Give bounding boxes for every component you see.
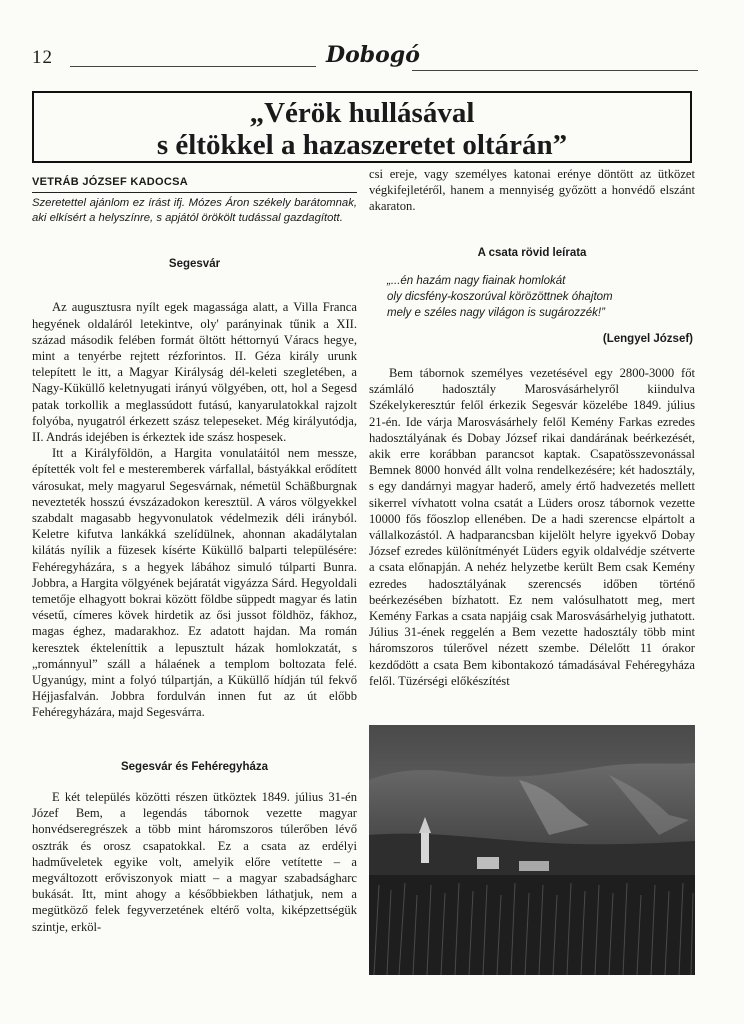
poem-line: „...én hazám nagy fiainak homlokát: [387, 274, 566, 287]
paragraph: Bem tábornok személyes vezetésével egy 2800-3000 főt számláló hadosztály Marosvásárhelyről kiindulva Székelykeresztúr felől érkezik Segesvár közelébe 1849. július 21-én. Ide várja Marosvásárhely felől Kemény Farkas ezredes hadosztályának és Dobay József rikai dandárának beérkezését, akik erre korábban parancsot kaptak. Csapatösszevonással Bemnek 8000 honvéd állt volna rendelkezésére; két hadosztály, s egy dandárnyi magyar haderő, amely értő hadvezetés mellett sikerrel vívhatott volna csatát a Lüders orosz tábornok vezette 10000 fős főoszlop ellenében. De a hadi szerencse elpártolt a vállalkozástól. A hadparancsban kijelölt helyre igyekvő Dobay József ezredes különítményét Lüders egyik oldalvédje szétverte a csata előnapján. A nehéz helyzetbe került Bem csak Kemény ezredes hadosztályának szerencsés időben történő beérkezésében bízhatott. Ez nem valósulhatott meg, mert Kemény Farkas a csata napjáig csak Marosvásárhelyig juthatott. Július 31-ének reggelén a Bem vezette hadosztály több mint háromszoros túlerővel nézett szembe. Délelőtt 11 órakor kezdődött a csata Bem kibontakozó támadásával Fehéregyháza felől. Tüzérségi előkészítést: [369, 366, 695, 688]
poem-line: oly dicsfény-koszorúval körözöttnek óhajtom: [387, 290, 613, 303]
landscape-photo-image: [369, 725, 695, 975]
author-byline: VETRÁB JÓZSEF KADOCSA: [32, 174, 357, 193]
poem-line: mely e széles nagy világon is sugározzék!”: [387, 306, 605, 319]
paragraph: E két település közötti részen ütköztek 1849. július 31-én Józef Bem, a legendás tábornok vezette magyar honvédseregrészek a több mint háromszoros túlerőben lévő osztrák és orosz csapatokkal. Ez a csata az erdélyi hadműveletek egyike volt, amelyik előre vetítette – a megváltozott erőviszonyok miatt – a magyar szabadságharc bukását. Itt, mint ahogy a későbbiekben láthatjuk, nem a megütköző felek fegyverzetének eltérő volta, kiképzettségük szintje, erköl-: [32, 789, 357, 934]
section-heading-segesvar-feheregyhaza: Segesvár és Fehéregyháza: [120, 760, 269, 773]
poem-attribution: (Lengyel József): [602, 332, 693, 345]
dedication: Szeretettel ajánlom ez írást ifj. Mózes Áron székely barátomnak, aki elkísért a helyszínre, s apjától örökölt tudással gazdagított.: [32, 197, 357, 225]
poem-quote: [369, 273, 695, 321]
section-heading-battle: A csata rövid leírata: [477, 246, 587, 259]
page-number: 12: [32, 47, 53, 68]
article-title-line-2: s éltökkel a hazaszeretet oltárán”: [156, 129, 568, 161]
article-title-line-1: „Vérök hullásával: [249, 97, 475, 129]
left-column: [32, 174, 357, 935]
section-heading-segesvar: Segesvár: [168, 258, 221, 271]
publication-title: Dobogó: [326, 42, 420, 68]
header-rule-right: [412, 70, 698, 71]
paragraph: csi ereje, vagy személyes katonai erénye döntött az ütközet végkifejletéről, hanem a mennyiség győzött a honvédő elszánt akaraton.: [369, 167, 695, 214]
paragraph: Itt a Királyföldön, a Hargita vonulatáitól nem messze, építették volt fel e mesteremberek várfallal, bástyákkal erődített városukat, mely magyarul Segesvárnak, németül Schäßburgnak nevezteték hosszú évszázadokon keresztül. A város völgyekkel szabdalt magasabb hegyvonulatok védelmezik déli irányból. Keletre kifutva lankákká szelídülnek, ahonnan akadálytalan kilátás nyílik a füzesek kísérte Küküllő balparti településére: Fehéregyházára, s a hegyek lábához simuló túlparti Bunra. Jobbra, a Hargita völgyének bejáratát vigyázza Sárd. Hegyoldali temetője elhagyott bokrai között földbe süppedt magyar és latin vésetű, címeres kövek hirdetik az ősi jussot földhöz, fákhoz, magas éghez, madarakhoz. Ez adatott hajdan. Ma román keresztek ékteleníttik a lepusztult házak homlokzatát, s „románnyul” száll a hálaének a templom boltozata felé. Ugyanúgy, mint a folyó túlpartján, a Küküllő hídján túl fekvő Héjjasfalván. Jobbra fordulván innen fut az út előbb Fehéregyházára, majd Segesvárra.: [32, 446, 357, 720]
paragraph: Az augusztusra nyílt egek magassága alatt, a Villa Franca hegyének oldaláról letekintve, oly' parányinak tűnik a XII. század második felében formát öltött héttornyú Váracs hegye, mint a tenyérbe rejtett rézforintos. II. Géza király urunk telepített le itt, a Magyar Királyság dél-keleti szegletében, a Nagy-Küküllő keletnyugati irányú völgyében, ott, hol a Segesd patak torkollik a meglassúdott futású, kanyarulatokkal rajzolt folyóba, nyugatról érkezett szász telepeseket. Még királyutódja, II. András idejében is érkeztek ide szász hospesek.: [32, 300, 357, 445]
right-column: [369, 166, 695, 689]
article-title-box: [32, 91, 692, 163]
header-rule-left: [70, 66, 316, 67]
landscape-photo: [369, 725, 695, 975]
